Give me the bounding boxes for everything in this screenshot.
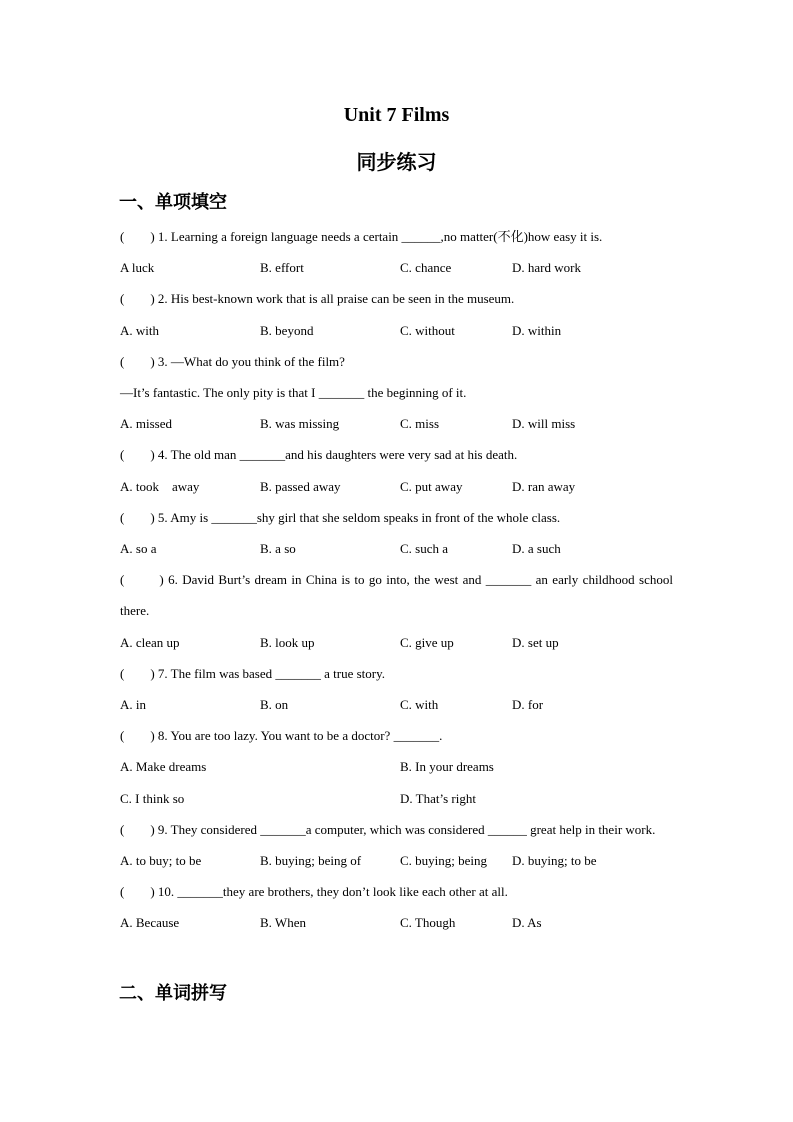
answer-option: C. Though (400, 915, 456, 931)
section-heading-multiple-choice: 一、单项填空 (119, 192, 227, 213)
answer-option: C. miss (400, 416, 440, 432)
answer-option: C. I think so (120, 790, 185, 806)
answer-option: A. in (120, 696, 146, 712)
answer-option: D. within (512, 322, 562, 338)
options-row (120, 845, 673, 876)
answer-option: C. give up (400, 634, 454, 650)
options-row (120, 783, 673, 814)
question-item (120, 346, 673, 440)
document-title: Unit 7 Films (343, 104, 450, 126)
options-row (120, 533, 673, 564)
answer-blank-parentheses: ( ) (120, 728, 158, 744)
answer-option: D. set up (512, 634, 559, 650)
answer-option: A. took away (120, 478, 200, 494)
options-row (120, 471, 673, 502)
question-text: 3. —What do you think of the film? (157, 353, 345, 369)
answer-blank-parentheses: ( ) (120, 884, 158, 900)
answer-option: B. look up (260, 634, 315, 650)
question-item (120, 876, 673, 938)
answer-option: C. buying; being (400, 852, 488, 868)
answer-option: C. with (400, 696, 439, 712)
question-text: 7. The film was based _______ a true story. (157, 665, 386, 681)
question-item (120, 221, 673, 283)
options-row (120, 907, 673, 938)
answer-option: B. buying; being of (260, 852, 362, 868)
answer-option: B. When (260, 915, 306, 931)
answer-option: C. without (400, 322, 455, 338)
options-row (120, 252, 673, 283)
question-text-continued: —It’s fantastic. The only pity is that I _______ the beginning of it. (120, 384, 467, 400)
answer-option: D. will miss (512, 416, 576, 432)
question-item (120, 439, 673, 501)
answer-option: A. to buy; to be (120, 852, 202, 868)
answer-option: B. effort (260, 260, 304, 276)
answer-blank-parentheses: ( ) (120, 821, 158, 837)
question-item (120, 658, 673, 720)
answer-option: C. chance (400, 260, 452, 276)
options-row (120, 315, 673, 346)
question-text: 6. David Burt’s dream in China is to go into, the west and _______ an early childhood school there. (120, 572, 673, 619)
answer-option: A. with (120, 322, 159, 338)
question-text: 8. You are too lazy. You want to be a doctor? _______. (157, 728, 443, 744)
question-text: 2. His best-known work that is all praise can be seen in the museum. (157, 291, 515, 307)
answer-option: D. hard work (512, 260, 581, 276)
question-item (120, 720, 673, 814)
question-stem (120, 876, 673, 907)
question-text: 4. The old man _______and his daughters were very sad at his death. (157, 447, 518, 463)
question-stem (120, 346, 673, 408)
answer-option: B. was missing (260, 416, 340, 432)
answer-option: B. a so (260, 540, 296, 556)
question-text: 9. They considered _______a computer, which was considered ______ great help in their work. (157, 821, 656, 837)
answer-option: D. buying; to be (512, 852, 597, 868)
question-item (120, 283, 673, 345)
answer-option: D. a such (512, 540, 561, 556)
question-list (120, 221, 673, 939)
section-heading-spelling: 二、单词拼写 (119, 983, 227, 1004)
question-item (120, 564, 673, 658)
answer-blank-parentheses: ( ) (120, 509, 158, 525)
answer-option: A. Because (120, 915, 180, 931)
answer-option: C. put away (400, 478, 463, 494)
answer-option: A. missed (120, 416, 172, 432)
answer-option: A luck (120, 260, 155, 276)
question-stem (120, 658, 673, 689)
question-stem (120, 221, 673, 252)
options-row (120, 751, 673, 782)
answer-option: A. Make dreams (120, 759, 207, 775)
options-row (120, 627, 673, 658)
options-row (120, 689, 673, 720)
answer-blank-parentheses: ( ) (120, 353, 158, 369)
question-stem (120, 814, 673, 845)
answer-option: A. so a (120, 540, 157, 556)
answer-option: B. on (260, 696, 289, 712)
answer-blank-parentheses: ( ) (120, 229, 158, 244)
answer-blank-parentheses: ( ) (120, 665, 158, 681)
answer-option: D. As (512, 915, 542, 931)
question-stem (120, 283, 673, 314)
question-item (120, 502, 673, 564)
question-stem (120, 564, 673, 626)
question-stem (120, 720, 673, 751)
answer-option: B. passed away (260, 478, 341, 494)
answer-blank-parentheses: ( ) (120, 291, 158, 307)
question-text: 1. Learning a foreign language needs a certain ______,no matter(不化)how easy it is. (157, 229, 603, 244)
question-stem (120, 439, 673, 470)
answer-option: B. In your dreams (400, 759, 494, 775)
answer-option: D. That’s right (400, 790, 476, 806)
answer-option: A. clean up (120, 634, 180, 650)
options-row (120, 408, 673, 439)
question-text: 5. Amy is _______shy girl that she seldom speaks in front of the whole class. (157, 509, 561, 525)
question-text: 10. _______they are brothers, they don’t look like each other at all. (157, 884, 508, 900)
answer-option: D. ran away (512, 478, 576, 494)
question-item (120, 814, 673, 876)
answer-option: B. beyond (260, 322, 314, 338)
document-subtitle: 同步练习 (356, 152, 437, 174)
answer-option: C. such a (400, 540, 449, 556)
answer-blank-parentheses: ( ) (120, 447, 158, 463)
answer-option: D. for (512, 696, 544, 712)
answer-blank-parentheses: ( ) (120, 572, 169, 588)
question-stem (120, 502, 673, 533)
